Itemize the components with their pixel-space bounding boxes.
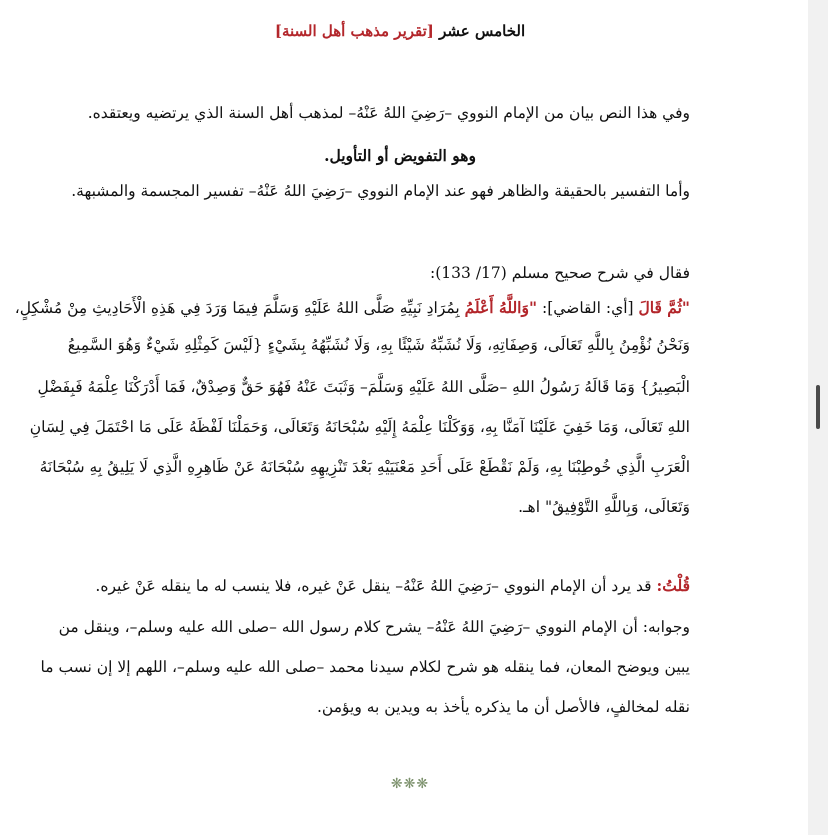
comment-line-2: وجوابه: أن الإمام النووي –رَضِيَ اللهُ عَنْهُ– يشرح كلام رسول الله –صلى الله عليه وسلم–، وينقل من: [58, 618, 690, 636]
quote-line-3: الْبَصِيرُ} وَمَا قَالَهُ رَسُولُ اللهِ –صَلَّى اللهُ عَلَيْهِ وَسَلَّمَ– وَثَبَتَ عَنْهُ فَهُوَ حَقٌّ وَصِدْقٌ، فَمَا أَدْرَكْنَا عِلْمَهُ فَبِفَضْلِ: [37, 378, 690, 396]
quote-allah: "وَاللَّهُ أَعْلَمُ: [464, 298, 538, 317]
intro-line-3: وأما التفسير بالحقيقة والظاهر فهو عند الإمام النووي –رَضِيَ اللهُ عَنْهُ– تفسير المجسمة والمشبهة.: [71, 182, 690, 200]
intro-line-1: وفي هذا النص بيان من الإمام النووي –رَضِيَ اللهُ عَنْهُ– لمذهب أهل السنة الذي يرتضيه ويعتقده.: [87, 104, 690, 122]
quote-line-1-rest: بِمُرَادِ نَبِيِّهِ صَلَّى اللهُ عَلَيْهِ وَسَلَّمَ فِيمَا وَرَدَ فِي هَذِهِ الْأَحَادِيثِ مِنْ مُشْكِلٍ،: [14, 299, 460, 317]
vertical-scrollbar[interactable]: [808, 0, 828, 835]
comment-line-1-rest: قد يرد أن الإمام النووي –رَضِيَ اللهُ عَنْهُ– ينقل عَنْ غيره، فلا ينسب له ما ينقله عَنْ غيره.: [95, 577, 652, 595]
intro-line-2: وهو التفويض أو التأويل.: [324, 146, 476, 165]
quote-aside: [أي: القاضي]:: [541, 299, 634, 317]
quote-source: فقال في شرح صحيح مسلم (17/ 133):: [430, 264, 690, 282]
quote-line-1: [14, 298, 690, 317]
section-ornament: ❋❋❋: [390, 776, 430, 792]
page-header: [110, 22, 690, 40]
quote-line-5: الْعَرَبِ الَّذِي خُوطِبْنَا بِهِ، وَلَمْ نَقْطَعْ عَلَى أَحَدِ مَعْنَيَيْهِ بَعْدَ تَنْزِيهِهِ سُبْحَانَهُ عَنْ ظَاهِرِهِ الَّذِي لَا يَلِيقُ بِهِ سُبْحَانَهُ: [39, 458, 690, 476]
quote-line-6: وَتَعَالَى، وَبِاللَّهِ التَّوْفِيقُ" اهـ.: [518, 498, 690, 516]
quote-line-4: اللهِ تَعَالَى، وَمَا خَفِيَ عَلَيْنَا آمَنَّا بِهِ، وَوَكَلْنَا عِلْمَهُ إِلَيْهِ سُبْحَانَهُ وَتَعَالَى، وَحَمَلْنَا لَفْظَهُ عَلَى مَا احْتَمَلَ فِي لِسَانِ: [29, 418, 690, 436]
chapter-title: [تقرير مذهب أهل السنة]: [274, 22, 434, 40]
scrollbar-thumb[interactable]: [816, 385, 820, 429]
comment-line-3: يبين ويوضح المعان، فما ينقله هو شرح لكلام سيدنا محمد –صلى الله عليه وسلم–، اللهم إلا إن نسب ما: [40, 658, 690, 676]
comment-line-1: [95, 576, 690, 595]
chapter-number: الخامس عشر: [439, 22, 526, 40]
qultu-label: قُلْتُ:: [656, 576, 690, 595]
quote-line-2: وَنَحْنُ نُؤْمِنُ بِاللَّهِ تَعَالَى، وَصِفَاتِهِ، وَلَا نُشَبِّهُ شَيْئًا بِهِ، وَلَا نُشَبِّهُهُ بِشَيْءٍ {لَيْسَ كَمِثْلِهِ شَيْءٌ وَهُوَ السَّمِيعُ: [67, 336, 690, 354]
quote-lead: "ثُمَّ قَالَ: [638, 298, 690, 317]
comment-line-4: نقله لمخالفٍ، فالأصل أن ما يذكره يأخذ به ويدين به ويؤمن.: [316, 698, 690, 716]
